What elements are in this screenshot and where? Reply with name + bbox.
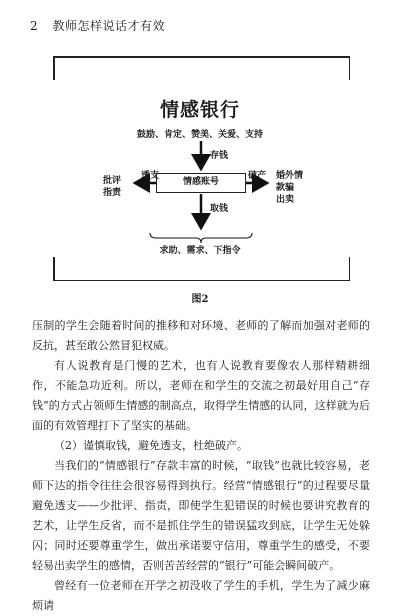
paragraph-4: 当我们的“情感银行”存款丰富的时候，“取钱”也就比较容易，老师下达的指令往往会很容易得到执行。经营“情感银行”的过程要尽量避免透支——少批评、指责，即使学生犯错误的时候也要讲究教育的艺术，让学生反省，而不是抓住学生的错误猛攻到底，让学生无处躲闪；同时还要尊重学生，做出承诺要守信用，尊重学生的感受，不要轻易出卖学生的感情，否则苦苦经营的“银行”可能会瞬间破产。 (32, 459, 370, 572)
right-result (276, 170, 303, 206)
deposit-label: 存钱 (210, 151, 229, 161)
diagram-subtitle: 鼓励、肯定、赞美、关爱、支持 (136, 130, 263, 140)
figure-caption: 图2 (191, 294, 209, 305)
withdraw-label: 取钱 (210, 204, 229, 214)
bottom-brace (150, 233, 252, 243)
overdraw-label: 透支 (141, 171, 160, 181)
bottom-label: 求助、需求、下指令 (159, 246, 241, 256)
paragraph-5: 曾经有一位老师在开学之初没收了学生的手机，学生为了减少麻烦请 (32, 579, 370, 612)
left-result-line-1: 批评 (103, 176, 122, 186)
paragraph-2: 有人说教育是门慢的艺术，也有人说教育要像农人那样精耕细作，不能急功近利。所以，老师在和学生的交流之初最好用自己“存钱”的方式占领师生情感的制高点，取得学生情感的认同，这样就为后面的有效管理打下了坚实的基础。 (32, 359, 370, 432)
bankrupt-label: 破产 (248, 171, 267, 181)
center-box-emotional-account: 情感账号 (156, 173, 246, 193)
left-result (103, 175, 121, 199)
book-title: 教师怎样说话才有效 (52, 19, 165, 33)
right-result-line-1: 婚外情 (276, 171, 304, 181)
right-result-line-2: 款骗 (276, 183, 295, 193)
page-number: 2 (30, 19, 39, 33)
diagram-title: 情感银行 (159, 99, 240, 121)
left-result-line-2: 指责 (103, 188, 122, 198)
paragraph-3: （2）谨慎取钱，避免透支，杜绝破产。 (54, 439, 248, 452)
paragraph-1: 压制的学生会随着时间的推移和对环境、老师的了解而加强对老师的反抗，甚至敢公然冒犯权威。 (32, 319, 370, 352)
right-result-line-3: 出卖 (276, 195, 295, 205)
body-text (32, 316, 370, 616)
